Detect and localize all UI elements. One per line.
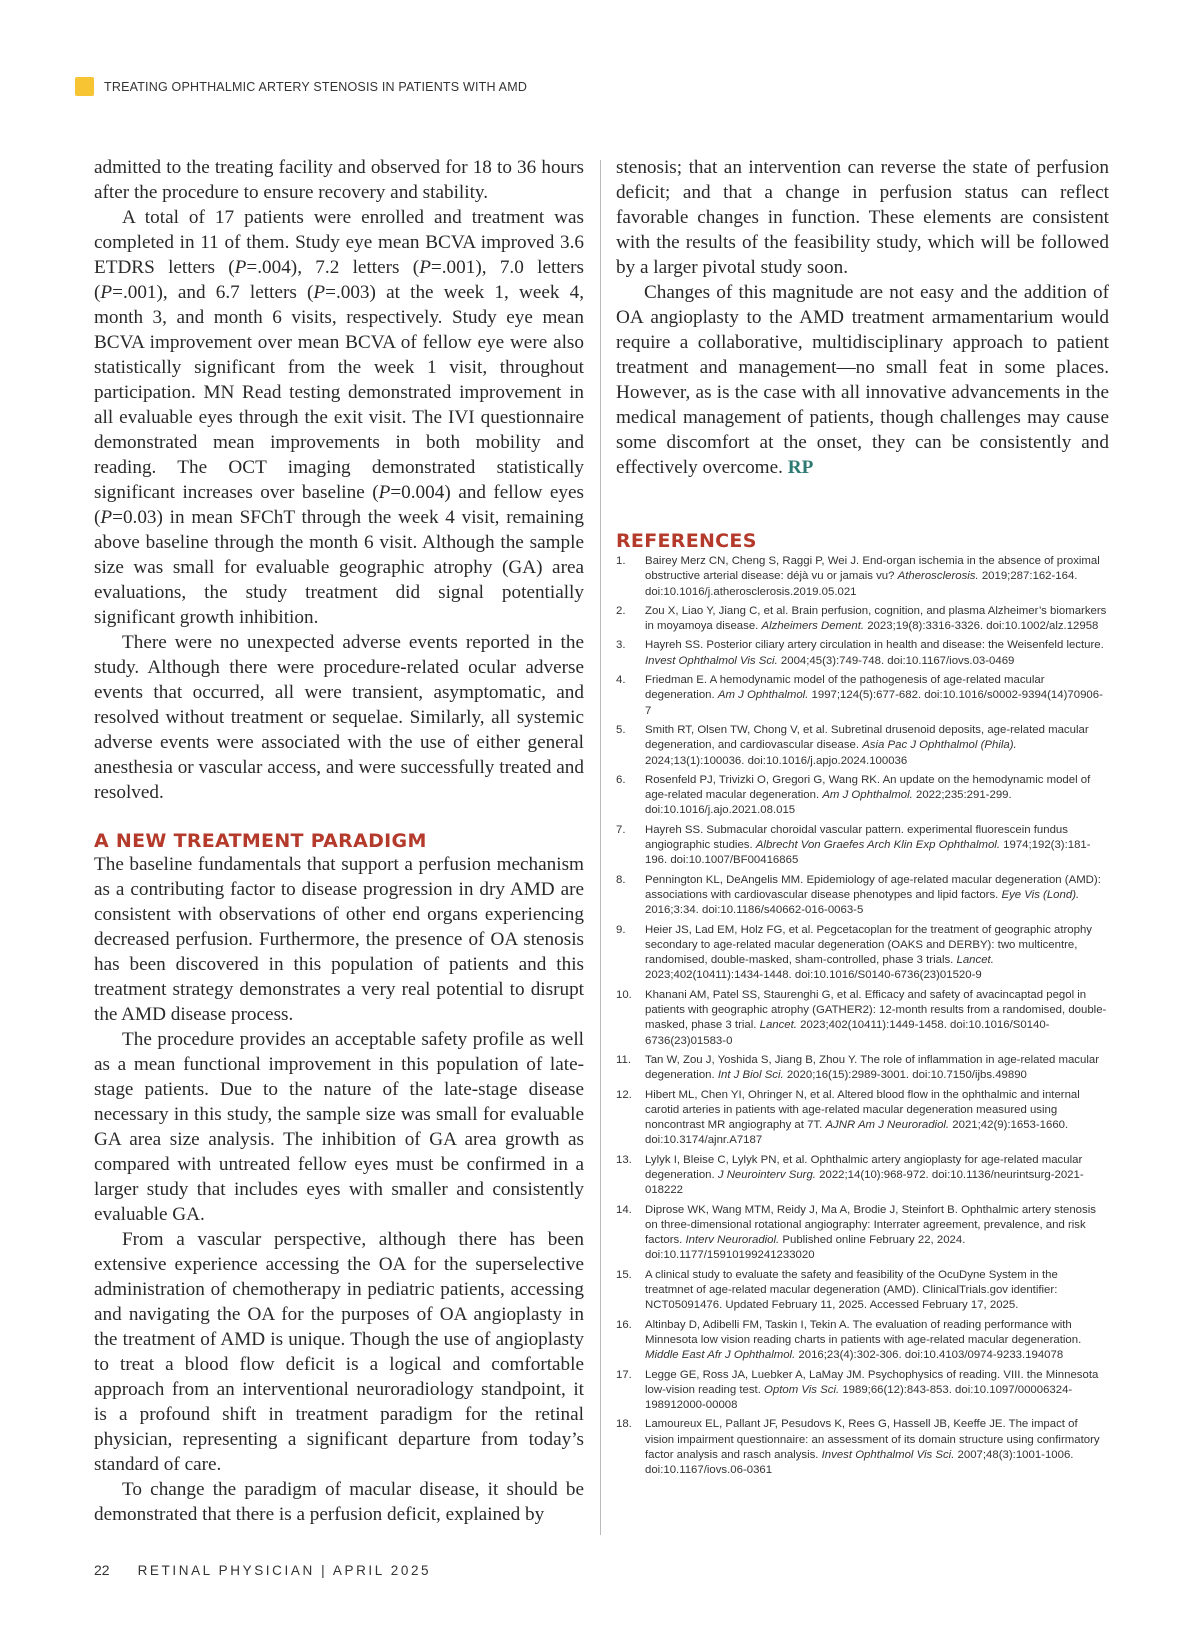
reference-journal: Invest Ophthalmol Vis Sci. [821, 1449, 955, 1462]
reference-text: Pennington KL, DeAngelis MM. Epidemiology of age-related macular degeneration (AMD): associations with cardiovascular disease phenotypes and lipid factors. Eye Vis (Lond). 2016;3:34. doi:10.1186/s40662-016-0063-5 [645, 873, 1101, 917]
reference-journal: Alzheimers Dement. [761, 620, 865, 633]
reference-item [616, 638, 1109, 669]
reference-text: Khanani AM, Patel SS, Staurenghi G, et al. Efficacy and safety of avacincaptad pegol in patients with geographic atrophy (GATHER2): 12-month results from a randomised, double-masked, phase 3 trial. Lancet. 2023;402(10411):1449-1458. doi:10.1016/S0140-6736(23)01583-0 [645, 988, 1107, 1047]
reference-number: 6. [616, 773, 626, 786]
reference-text: Zou X, Liao Y, Jiang C, et al. Brain perfusion, cognition, and plasma Alzheimer’s biomarkers in moyamoya disease. Alzheimers Dement. 2023;19(8):3316-3326. doi:10.1002/alz.12958 [645, 604, 1107, 633]
paragraph: admitted to the treating facility and observed for 18 to 36 hours after the procedure to ensure recovery and stability. [94, 157, 584, 203]
journal-issue: RETINAL PHYSICIAN | APRIL 2025 [137, 1563, 432, 1578]
reference-number: 7. [616, 823, 626, 836]
reference-number: 16. [616, 1318, 632, 1331]
reference-number: 11. [616, 1053, 631, 1066]
reference-text: Lamoureux EL, Pallant JF, Pesudovs K, Rees G, Hassell JB, Keeffe JE. The impact of vision impairment questionnaire: an assessment of its domain structure using confirmatory factor analysis and rasch analysis. Invest Ophthalmol Vis Sci. 2007;48(3):1001-1006. doi:10.1167/iovs.06-0361 [645, 1418, 1100, 1477]
rp-end-mark: RP [787, 457, 814, 478]
running-head [75, 77, 527, 96]
column-divider [600, 160, 601, 1535]
paragraph: From a vascular perspective, although there has been extensive experience accessing the OA for the superselective administration of chemotherapy in pediatric patients, accessing and navigating the OA for the purposes of OA angioplasty in the treatment of AMD is unique. Though the use of angioplasty to treat a blood flow deficit is a logical and comfortable approach from an interventional neuroradiology standpoint, it is a profound shift in treatment paradigm for the retinal physician, representing a significant departure from today’s standard of care. [94, 1229, 584, 1475]
reference-text: Hayreh SS. Posterior ciliary artery circulation in health and disease: the Weisenfeld lecture. Invest Ophthalmol Vis Sci. 2004;45(3):749-748. doi:10.1167/iovs.03-0469 [645, 639, 1104, 667]
reference-text: Legge GE, Ross JA, Luebker A, LaMay JM. Psychophysics of reading. VIII. the Minnesota low-vision reading test. Optom Vis Sci. 1989;66(12):843-853. doi:10.1097/00006324-198912000-00008 [645, 1368, 1099, 1412]
reference-journal: Atherosclerosis. [897, 570, 979, 583]
reference-journal: Int J Biol Sci. [717, 1069, 784, 1082]
running-head-text: TREATING OPHTHALMIC ARTERY STENOSIS IN PATIENTS WITH AMD [104, 79, 528, 94]
reference-item [616, 604, 1109, 635]
reference-number: 8. [616, 873, 626, 886]
reference-text: Heier JS, Lad EM, Holz FG, et al. Pegcetacoplan for the treatment of geographic atrophy secondary to age-related macular degeneration (OAKS and DERBY): two multicentre, randomised, double-masked, sham-controlled, phase 3 trials. Lancet. 2023;402(10411):1434-1448. doi:10.1016/S0140-6736(23)01520-9 [645, 923, 1092, 982]
references-list [616, 554, 1109, 1479]
page-number: 22 [94, 1562, 110, 1578]
reference-text: Rosenfeld PJ, Trivizki O, Gregori G, Wang RK. An update on the hemodynamic model of age-related macular degeneration. Am J Ophthalmol. 2022;235:291-299. doi:10.1016/j.ajo.2021.08.015 [645, 773, 1091, 817]
reference-journal: Optom Vis Sci. [764, 1383, 840, 1396]
reference-item [616, 923, 1109, 984]
reference-journal: Lancet. [956, 954, 994, 967]
reference-number: 13. [616, 1153, 632, 1166]
reference-number: 18. [616, 1418, 632, 1431]
reference-item [616, 1088, 1109, 1149]
reference-number: 14. [616, 1203, 632, 1216]
section-heading-treatment-paradigm: A NEW TREATMENT PARADIGM [94, 830, 427, 852]
paragraph: The procedure provides an acceptable safety profile as well as a mean functional improvement in this population of late-stage patients. Due to the nature of the late-stage disease necessary in this study, the sample size was small for evaluable GA area size analysis. The inhibition of GA area growth as compared with untreated fellow eyes must be confirmed in a larger study that includes eyes with smaller and consistently evaluable GA. [94, 1029, 584, 1225]
reference-item [616, 1268, 1109, 1314]
right-column [616, 155, 1109, 1483]
accent-square-icon [75, 77, 94, 96]
reference-text: Bairey Merz CN, Cheng S, Raggi P, Wei J. End-organ ischemia in the absence of proximal obstructive arterial disease: déjà vu or jamais vu? Atherosclerosis. 2019;287:162-164. doi:10.1016/j.atherosclerosis.2019.05.021 [645, 555, 1100, 598]
left-column [94, 155, 584, 1527]
paragraph: The baseline fundamentals that support a perfusion mechanism as a contributing factor to disease progression in dry AMD are consistent with observations of other end organs experiencing decreased perfusion. Furthermore, the presence of OA stenosis has been discovered in this population of patients and this treatment strategy demonstrates a very real potential to disrupt the AMD disease process. [94, 854, 584, 1025]
paragraph: There were no unexpected adverse events reported in the study. Although there were procedure-related ocular adverse events that occurred, all were transient, asymptomatic, and resolved without treatment or sequelae. Similarly, all systemic adverse events were associated with the use of either general anesthesia or vascular access, and were successfully treated and resolved. [94, 632, 584, 803]
reference-text: Hibert ML, Chen YI, Ohringer N, et al. Altered blood flow in the ophthalmic and internal carotid arteries in patients with age-related macular degeneration measured using noncontrast MR angiography at 7T. AJNR Am J Neuroradiol. 2021;42(9):1653-1660. doi:10.3174/ajnr.A7187 [645, 1088, 1080, 1147]
reference-journal: Middle East Afr J Ophthalmol. [645, 1349, 796, 1362]
reference-item [616, 773, 1109, 819]
reference-item [616, 823, 1109, 869]
reference-item [616, 1203, 1109, 1264]
reference-journal: Albrecht Von Graefes Arch Klin Exp Ophthalmol. [755, 839, 1000, 852]
section-heading-references: REFERENCES [616, 530, 757, 552]
reference-text: Hayreh SS. Submacular choroidal vascular pattern. experimental fluorescein fundus angiographic studies. Albrecht Von Graefes Arch Klin Exp Ophthalmol. 1974;192(3):181-196. doi:10.1007/BF00416865 [645, 823, 1091, 867]
reference-number: 3. [616, 639, 626, 652]
results-paragraph: A total of 17 patients were enrolled and treatment was completed in 11 of them. Study eye mean BCVA improved 3.6 ETDRS letters (P=.004), 7.2 letters (P=.001), 7.0 letters (P=.001), and 6.7 letters (P=.003) at the week 1, week 4, month 3, and month 6 visits, respectively. Study eye mean BCVA improvement over mean BCVA of fellow eye were also statistically significant from the week 1 visit, throughout participation. MN Read testing demonstrated improvement in all evaluable eyes through the exit visit. The IVI questionnaire demonstrated mean improvements in both mobility and reading. The OCT imaging demonstrated statistically significant increases over baseline (P=0.004) and fellow eyes (P=0.03) in mean SFChT through the week 4 visit, remaining above baseline through the month 6 visit. Although the sample size was small for evaluable geographic atrophy (GA) area evaluations, the study treatment did signal potentially significant growth inhibition. [94, 207, 585, 628]
reference-item [616, 1153, 1109, 1199]
reference-number: 10. [616, 988, 632, 1001]
reference-item [616, 673, 1109, 719]
reference-item [616, 1053, 1109, 1084]
reference-item [616, 554, 1109, 600]
reference-number: 15. [616, 1268, 632, 1281]
paragraph: stenosis; that an intervention can reverse the state of perfusion deficit; and that a change in perfusion status can reflect favorable changes in function. These elements are consistent with the results of the feasibility study, which will be followed by a larger pivotal study soon. [616, 157, 1109, 278]
reference-item [616, 1318, 1109, 1364]
reference-journal: Eye Vis (Lond). [1001, 888, 1080, 901]
reference-journal: J Neurointerv Surg. [717, 1168, 816, 1181]
reference-journal: Invest Ophthalmol Vis Sci. [645, 654, 778, 667]
reference-item [616, 723, 1109, 769]
reference-number: 4. [616, 674, 626, 687]
reference-text: Lylyk I, Bleise C, Lylyk PN, et al. Ophthalmic artery angioplasty for age-related macular degeneration. J Neurointerv Surg. 2022;14(10):968-972. doi:10.1136/neurintsurg-2021-018222 [645, 1153, 1084, 1197]
reference-journal: Lancet. [759, 1019, 797, 1032]
closing-paragraph: Changes of this magnitude are not easy and the addition of OA angioplasty to the AMD treatment armamentarium would require a collaborative, multidisciplinary approach to patient treatment and management—no small feat in some places. However, as is the case with all innovative advancements in the medical management of patients, though challenges may cause some discomfort at the onset, they can be consistently and effectively overcome. RP [616, 282, 1109, 478]
reference-number: 5. [616, 723, 626, 736]
reference-number: 12. [616, 1088, 632, 1101]
reference-number: 2. [616, 604, 626, 617]
reference-journal: Am J Ophthalmol. [717, 689, 809, 702]
reference-journal: Am J Ophthalmol. [822, 789, 913, 802]
reference-text: Smith RT, Olsen TW, Chong V, et al. Subretinal drusenoid deposits, age-related macular degeneration, and cardiovascular disease. Asia Pac J Ophthalmol (Phila). 2024;13(1):100036. doi:10.1016/j.apjo.2024.100036 [645, 723, 1089, 767]
reference-text: Tan W, Zou J, Yoshida S, Jiang B, Zhou Y. The role of inflammation in age-related macular degeneration. Int J Biol Sci. 2020;16(15):2989-3001. doi:10.7150/ijbs.49890 [645, 1053, 1099, 1082]
paragraph: To change the paradigm of macular disease, it should be demonstrated that there is a perfusion deficit, explained by [94, 1479, 584, 1525]
reference-number: 17. [616, 1368, 632, 1381]
reference-item [616, 1368, 1109, 1414]
reference-item [616, 1417, 1109, 1478]
reference-journal: AJNR Am J Neuroradiol. [825, 1119, 950, 1132]
reference-number: 9. [616, 923, 626, 936]
footer [94, 1562, 431, 1578]
reference-text: Diprose WK, Wang MTM, Reidy J, Ma A, Brodie J, Steinfort B. Ophthalmic artery stenosis on three-dimensional rotational angiography: Interrater agreement, prevalence, and risk factors. Interv Neuroradiol. Published online February 22, 2024. doi:10.1177/15910199241233020 [645, 1203, 1096, 1262]
reference-item [616, 873, 1109, 919]
reference-journal: Interv Neuroradiol. [685, 1234, 780, 1247]
reference-text: Friedman E. A hemodynamic model of the pathogenesis of age-related macular degeneration. Am J Ophthalmol. 1997;124(5):677-682. doi:10.1016/s0002-9394(14)70906-7 [645, 674, 1103, 717]
reference-text: Altinbay D, Adibelli FM, Taskin I, Tekin A. The evaluation of reading performance with Minnesota low vision reading charts in patients with age-related macular degeneration. Middle East Afr J Ophthalmol. 2016;23(4):302-306. doi:10.4103/0974-9233.194078 [645, 1318, 1082, 1362]
reference-journal: Asia Pac J Ophthalmol (Phila). [862, 739, 1017, 752]
reference-item [616, 988, 1109, 1049]
reference-text: A clinical study to evaluate the safety and feasibility of the OcuDyne System in the treatmnet of age-related macular degeneration (AMD). ClinicalTrials.gov identifier: NCT05091476. Updated February 11, 2025. Accessed February 17, 2025. [645, 1268, 1058, 1312]
reference-number: 1. [616, 555, 626, 567]
